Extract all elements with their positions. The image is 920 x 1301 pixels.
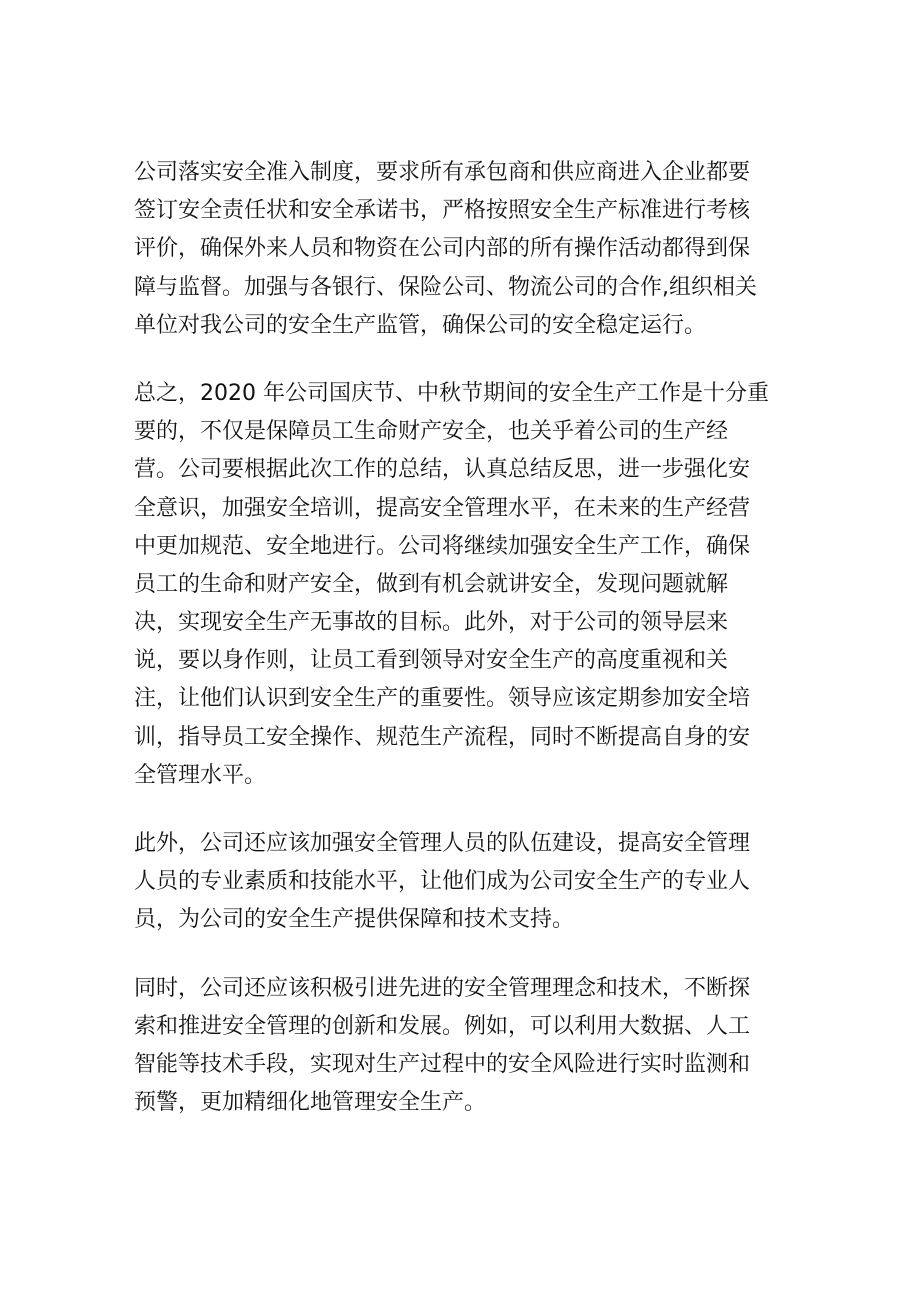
document-body [134,154,799,1152]
text-line: 训，指导员工安全操作、规范生产流程，同时不断提高自身的安 [134,724,751,750]
text-line: 说，要以身作则，让员工看到领导对安全生产的高度重视和关 [134,648,729,674]
text-line: 总之，2020 年公司国庆节、中秋节期间的安全生产工作是十分重 [134,380,769,406]
text-line: 单位对我公司的安全生产监管，确保公司的安全稳定运行。 [134,312,707,338]
text-line: 员工的生命和财产安全，做到有机会就讲安全，发现问题就解 [134,571,729,597]
text-line: 要的，不仅是保障员工生命财产安全，也关乎着公司的生产经 [134,419,729,445]
text-line: 公司落实安全准入制度，要求所有承包商和供应商进入企业都要 [134,160,751,185]
paragraph-safety-access [134,154,799,345]
text-line: 索和推进安全管理的创新和发展。例如，可以利用大数据、人工 [134,1013,751,1039]
text-line: 营。公司要根据此次工作的总结，认真总结反思，进一步强化安 [134,457,751,483]
text-line: 员，为公司的安全生产提供保障和技术支持。 [134,907,575,933]
text-line: 中更加规范、安全地进行。公司将继续加强安全生产工作，确保 [134,533,751,559]
text-line: 签订安全责任状和安全承诺书，严格按照安全生产标准进行考核 [134,198,751,224]
paragraph-summary [134,375,799,795]
text-line: 评价，确保外来人员和物资在公司内部的所有操作活动都得到保 [134,236,751,262]
text-line: 同时，公司还应该积极引进先进的安全管理理念和技术，不断探 [134,975,751,1001]
text-line: 此外，公司还应该加强安全管理人员的队伍建设，提高安全管理 [134,831,751,856]
text-line: 全意识，加强安全培训，提高安全管理水平，在未来的生产经营 [134,495,751,521]
text-line: 全管理水平。 [134,762,267,788]
text-line: 预警，更加精细化地管理安全生产。 [134,1090,487,1116]
paragraph-innovation [134,970,799,1123]
text-line: 人员的专业素质和技能水平，让他们成为公司安全生产的专业人 [134,869,751,895]
text-line: 障与监督。加强与各银行、保险公司、物流公司的合作,组织相关 [134,274,757,300]
text-line: 决，实现安全生产无事故的目标。此外，对于公司的领导层来 [134,610,729,636]
paragraph-team-building [134,825,799,940]
text-line: 注，让他们认识到安全生产的重要性。领导应该定期参加安全培 [134,686,751,712]
text-line: 智能等技术手段，实现对生产过程中的安全风险进行实时监测和 [134,1051,751,1077]
